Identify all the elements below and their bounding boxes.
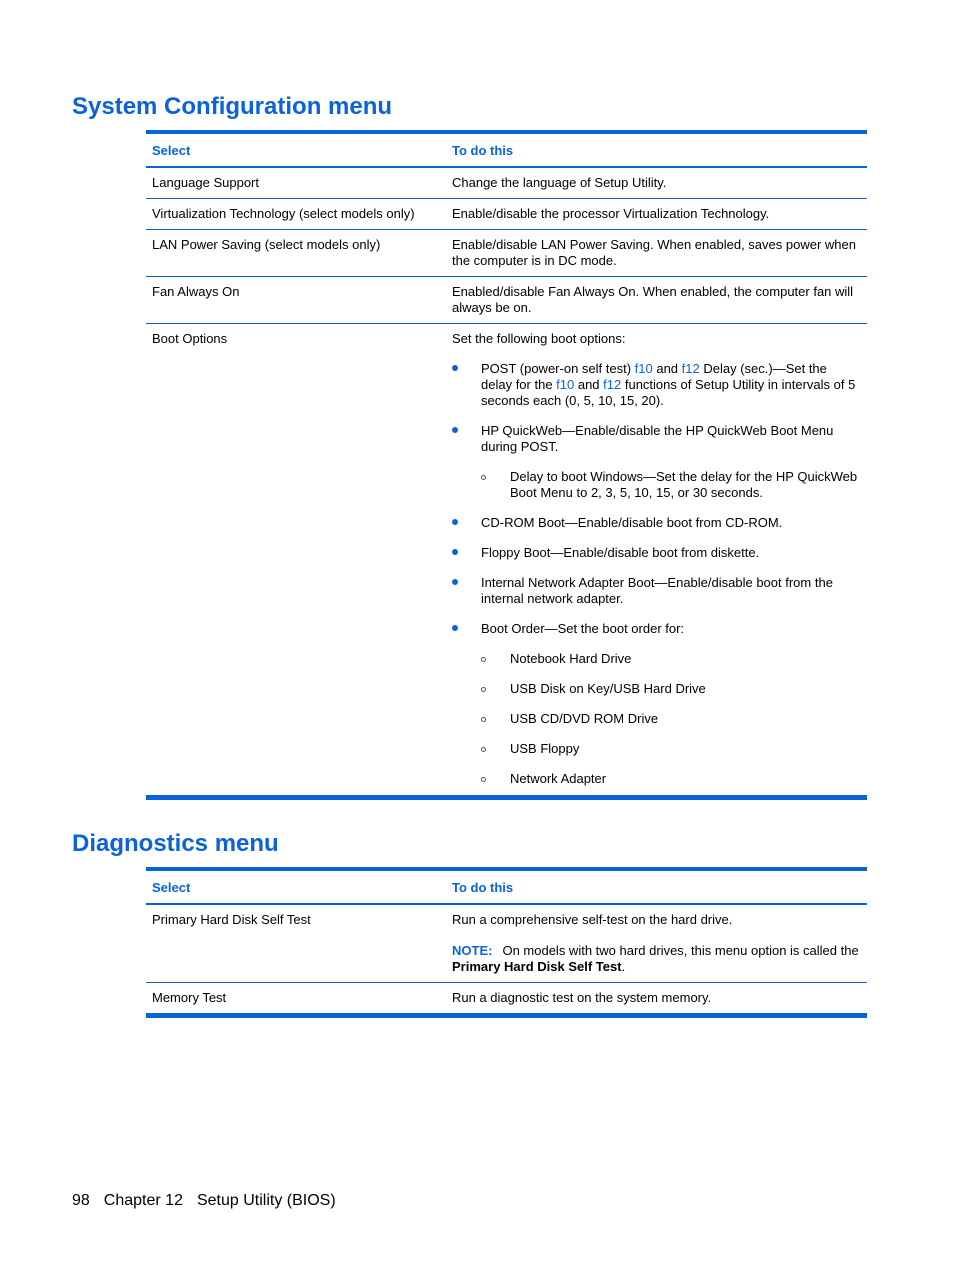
system-config-title: System Configuration menu	[72, 93, 393, 120]
list-item: Boot Order—Set the boot order for: Notebook Hard Drive USB Disk on Key/USB Hard Drive USB CD/DVD ROM Drive USB Floppy Network Adapter	[452, 621, 861, 787]
row-select: Virtualization Technology (select models only)	[152, 206, 415, 221]
bullet-icon	[452, 579, 458, 585]
chapter-label: Chapter 12	[103, 1192, 183, 1209]
sub-list-item: USB Disk on Key/USB Hard Drive	[481, 681, 861, 697]
key-f12: f12	[681, 361, 700, 376]
table-row	[146, 199, 867, 230]
row-select: Boot Options	[152, 331, 228, 346]
bullet-icon	[452, 625, 458, 631]
page-number: 98	[72, 1192, 90, 1209]
list-item: POST (power-on self test) f10 and f12 Delay (sec.)—Set the delay for the f10 and f12 functions of Setup Utility in intervals of 5 seconds each (0, 5, 10, 15, 20).	[452, 361, 861, 409]
row-todo: Enable/disable LAN Power Saving. When enabled, saves power when the computer is in DC mode.	[452, 237, 856, 268]
boot-intro: Set the following boot options:	[452, 331, 626, 346]
table-row	[146, 983, 867, 1016]
row-todo: Change the language of Setup Utility.	[452, 175, 667, 190]
list-item: Internal Network Adapter Boot—Enable/disable boot from the internal network adapter.	[452, 575, 861, 607]
header-select: Select	[152, 880, 191, 895]
table-row	[146, 277, 867, 324]
bullet-icon	[452, 365, 458, 371]
sub-list	[481, 469, 861, 501]
table-header-row	[146, 869, 867, 904]
boot-order-list	[481, 651, 861, 787]
sub-bullet-icon	[481, 747, 486, 752]
sub-bullet-icon	[481, 687, 486, 692]
sub-bullet-icon	[481, 475, 486, 480]
row-select: LAN Power Saving (select models only)	[152, 237, 381, 252]
header-todo: To do this	[452, 880, 514, 895]
diagnostics-title: Diagnostics menu	[72, 830, 279, 857]
sub-bullet-icon	[481, 717, 486, 722]
row-select: Memory Test	[152, 990, 227, 1005]
bullet-icon	[452, 519, 458, 525]
table-row	[146, 904, 867, 983]
row-select: Language Support	[152, 175, 259, 190]
list-item: Floppy Boot—Enable/disable boot from diskette.	[452, 545, 861, 561]
row-select: Primary Hard Disk Self Test	[152, 912, 311, 927]
page-footer	[72, 1192, 350, 1210]
header-todo: To do this	[452, 143, 514, 158]
diagnostics-table	[146, 867, 867, 1018]
row-select: Fan Always On	[152, 284, 240, 299]
sub-bullet-icon	[481, 777, 486, 782]
table-row	[146, 167, 867, 199]
bullet-icon	[452, 427, 458, 433]
chapter-title: Setup Utility (BIOS)	[196, 1192, 336, 1209]
row-todo: Enabled/disable Fan Always On. When enabled, the computer fan will always be on.	[452, 284, 854, 315]
sub-list-item: Network Adapter	[481, 771, 861, 787]
table-header-row	[146, 132, 867, 167]
row-todo: Enable/disable the processor Virtualization Technology.	[452, 206, 770, 221]
sub-list-item: Delay to boot Windows—Set the delay for the HP QuickWeb Boot Menu to 2, 3, 5, 10, 15, or 30 seconds.	[481, 469, 861, 501]
key-f10: f10	[634, 361, 653, 376]
key-f10: f10	[556, 377, 575, 392]
row-todo: Run a diagnostic test on the system memory.	[452, 990, 712, 1005]
bullet-icon	[452, 549, 458, 555]
sub-list-item: USB Floppy	[481, 741, 861, 757]
system-config-table	[146, 130, 867, 800]
sub-list-item: Notebook Hard Drive	[481, 651, 861, 667]
sub-list-item: USB CD/DVD ROM Drive	[481, 711, 861, 727]
list-item: HP QuickWeb—Enable/disable the HP QuickWeb Boot Menu during POST. Delay to boot Windows—Set the delay for the HP QuickWeb Boot Menu to 2, 3, 5, 10, 15, or 30 seconds.	[452, 423, 861, 501]
key-f12: f12	[603, 377, 622, 392]
list-item: CD-ROM Boot—Enable/disable boot from CD-ROM.	[452, 515, 861, 531]
sub-bullet-icon	[481, 657, 486, 662]
note: NOTE: On models with two hard drives, this menu option is called the Primary Hard Disk Self Test.	[452, 943, 859, 974]
row-todo: Run a comprehensive self-test on the hard drive. NOTE: On models with two hard drives, this menu option is called the Primary Hard Disk Self Test.	[446, 904, 867, 983]
note-label: NOTE:	[452, 943, 493, 958]
table-row-boot-options	[146, 324, 867, 798]
row-todo	[446, 324, 867, 798]
boot-options-list	[452, 361, 861, 787]
header-select: Select	[152, 143, 191, 158]
table-row	[146, 230, 867, 277]
